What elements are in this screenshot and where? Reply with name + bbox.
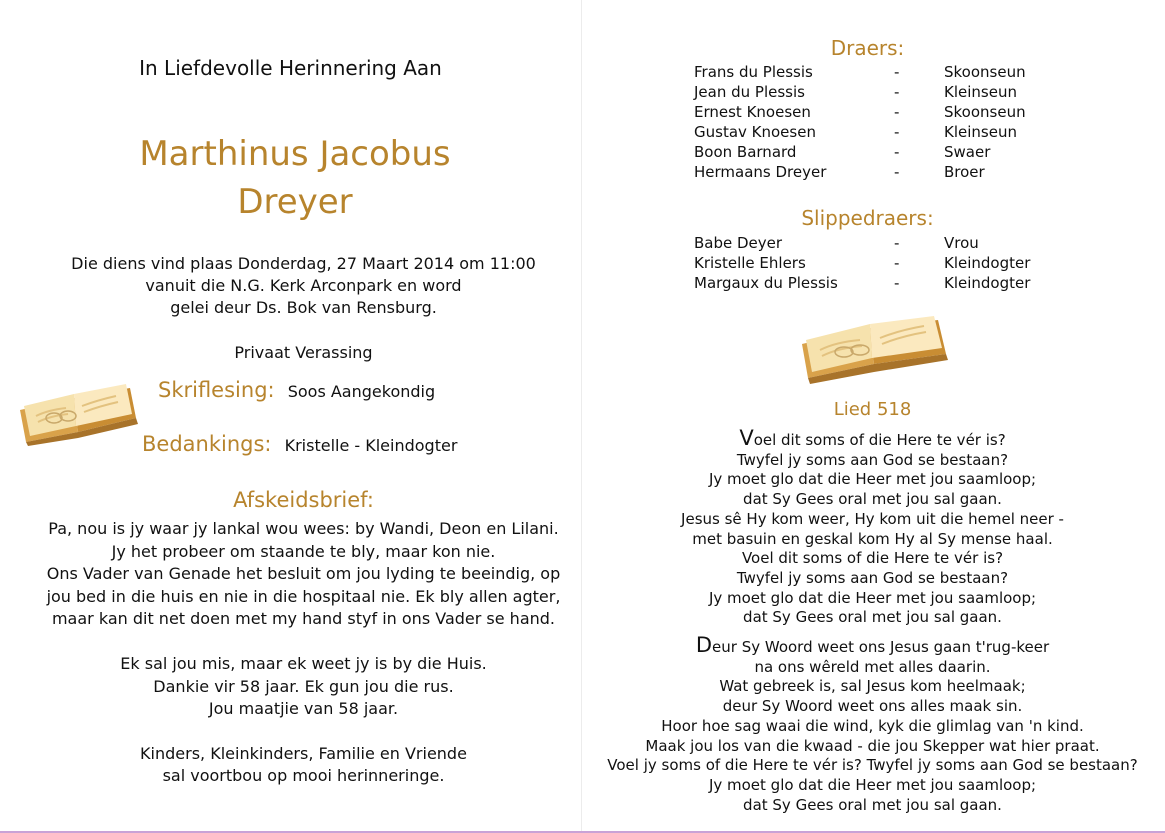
- list-item: [694, 253, 1030, 273]
- person-name: Margaux du Plessis: [694, 274, 838, 292]
- letter-line: Ek sal jou mis, maar ek weet jy is by die Huis.: [120, 653, 487, 673]
- deceased-name-first: Marthinus Jacobus: [139, 134, 451, 174]
- letter-line: Dankie vir 58 jaar. Ek gun jou die rus.: [153, 676, 454, 696]
- person-name: Gustav Knoesen: [694, 123, 816, 141]
- person-relation: Kleindogter: [944, 274, 1031, 292]
- list-item: [694, 82, 1026, 102]
- separator: -: [894, 143, 900, 161]
- slip-bearers-heading: Slippedraers:: [801, 206, 934, 230]
- verse-line: dat Sy Gees oral met jou sal gaan.: [743, 608, 1002, 627]
- separator: -: [894, 234, 900, 252]
- letter-line: sal voortbou op mooi herinneringe.: [162, 766, 445, 786]
- scripture-reading: [158, 378, 435, 402]
- person-name: Boon Barnard: [694, 143, 797, 161]
- list-item: [694, 102, 1026, 122]
- person-relation: Kleinseun: [944, 123, 1017, 141]
- person-name: Hermaans Dreyer: [694, 163, 827, 181]
- list-item: [694, 62, 1026, 82]
- farewell-heading: Afskeidsbrief:: [233, 488, 374, 512]
- list-item: [694, 122, 1026, 142]
- separator: -: [894, 63, 900, 81]
- letter-line: Jy het probeer om staande te bly, maar kon nie.: [111, 541, 496, 561]
- song-verse-1: [590, 426, 1155, 628]
- slip-bearers-list: [694, 233, 1030, 293]
- person-name: Frans du Plessis: [694, 63, 813, 81]
- separator: -: [894, 163, 900, 181]
- verse-line: Jy moet glo dat die Heer met jou saamloop;: [708, 470, 1037, 489]
- verse-line: dat Sy Gees oral met jou sal gaan.: [743, 795, 1002, 814]
- verse-line: Jy moet glo dat die Heer met jou saamloop;: [708, 775, 1037, 794]
- service-line: vanuit die N.G. Kerk Arconpark en word: [145, 276, 462, 295]
- thanks: [142, 432, 457, 456]
- verse-line: met basuin en geskal kom Hy al Sy mense haal.: [692, 529, 1053, 548]
- verse-first-line: eur Sy Woord weet ons Jesus gaan t'rug-keer: [712, 638, 1050, 656]
- verse-line: Twyfel jy soms aan God se bestaan?: [736, 450, 1009, 469]
- verse-line: na ons wêreld met alles daarin.: [754, 657, 991, 676]
- memorial-heading: In Liefdevolle Herinnering Aan: [139, 56, 442, 80]
- thanks-label: Bedankings:: [142, 432, 272, 456]
- person-relation: Vrou: [944, 234, 979, 252]
- list-item: [694, 233, 1030, 253]
- person-name: Babe Deyer: [694, 234, 783, 252]
- drop-cap: D: [695, 633, 713, 657]
- list-item: [694, 142, 1026, 162]
- separator: -: [894, 83, 900, 101]
- verse-line: dat Sy Gees oral met jou sal gaan.: [743, 490, 1002, 509]
- song-title: Lied 518: [833, 399, 912, 420]
- open-bible-icon: [800, 314, 950, 390]
- person-relation: Kleindogter: [944, 254, 1031, 272]
- person-relation: Broer: [944, 163, 985, 181]
- verse-line: Jesus sê Hy kom weer, Hy kom uit die hemel neer -: [681, 509, 1064, 528]
- verse-line: Twyfel jy soms aan God se bestaan?: [736, 568, 1009, 587]
- letter-line: Kinders, Kleinkinders, Familie en Vriende: [140, 743, 467, 763]
- letter-line: Jou maatjie van 58 jaar.: [208, 699, 399, 719]
- drop-cap: V: [739, 426, 754, 450]
- verse-line: Wat gebreek is, sal Jesus kom heelmaak;: [719, 677, 1026, 696]
- service-details: [0, 253, 607, 319]
- scripture-label: Skriflesing:: [158, 378, 275, 402]
- cremation-note: Privaat Verassing: [234, 343, 373, 362]
- letter-line: Ons Vader van Genade het besluit om jou lyding te beeindig, op: [46, 564, 561, 584]
- verse-line: Hoor hoe sag waai die wind, kyk die glimlag van 'n kind.: [661, 716, 1084, 735]
- person-relation: Skoonseun: [944, 103, 1026, 121]
- verse-line: Voel dit soms of die Here te vér is?: [741, 549, 1004, 568]
- pallbearers-list: [694, 62, 1026, 182]
- pallbearers-heading: Draers:: [830, 36, 905, 60]
- person-name: Jean du Plessis: [694, 83, 805, 101]
- service-line: gelei deur Ds. Bok van Rensburg.: [170, 298, 437, 317]
- person-relation: Swaer: [944, 143, 991, 161]
- scripture-value: Soos Aangekondig: [287, 382, 436, 401]
- person-name: Kristelle Ehlers: [694, 254, 806, 272]
- person-name: Ernest Knoesen: [694, 103, 811, 121]
- person-relation: Kleinseun: [944, 83, 1017, 101]
- service-line: Die diens vind plaas Donderdag, 27 Maart 2014 om 11:00: [71, 254, 536, 273]
- separator: -: [894, 274, 900, 292]
- list-item: [694, 273, 1030, 293]
- thanks-value: Kristelle - Kleindogter: [284, 436, 458, 455]
- list-item: [694, 162, 1026, 182]
- verse-line: [590, 633, 1155, 658]
- verse-line: deur Sy Woord weet ons alles maak sin.: [722, 697, 1023, 716]
- separator: -: [894, 254, 900, 272]
- letter-line: maar kan dit net doen met my hand styf in ons Vader se hand.: [51, 609, 556, 629]
- verse-first-line: oel dit soms of die Here te vér is?: [753, 431, 1006, 449]
- verse-line: Voel jy soms of die Here te vér is? Twyfel jy soms aan God se bestaan?: [607, 756, 1138, 775]
- verse-line: [590, 426, 1155, 451]
- open-bible-icon: [16, 376, 141, 452]
- song-verse-2: [590, 633, 1155, 815]
- farewell-letter: [0, 518, 607, 788]
- letter-line: Pa, nou is jy waar jy lankal wou wees: by Wandi, Deon en Lilani.: [48, 519, 559, 538]
- verse-line: Jy moet glo dat die Heer met jou saamloop;: [708, 588, 1037, 607]
- verse-line: Maak jou los van die kwaad - die jou Skepper wat hier praat.: [645, 736, 1100, 755]
- separator: -: [894, 103, 900, 121]
- letter-line: jou bed in die huis en nie in die hospitaal nie. Ek bly allen agter,: [46, 586, 561, 606]
- person-relation: Skoonseun: [944, 63, 1026, 81]
- separator: -: [894, 123, 900, 141]
- deceased-name-last: Dreyer: [237, 182, 353, 222]
